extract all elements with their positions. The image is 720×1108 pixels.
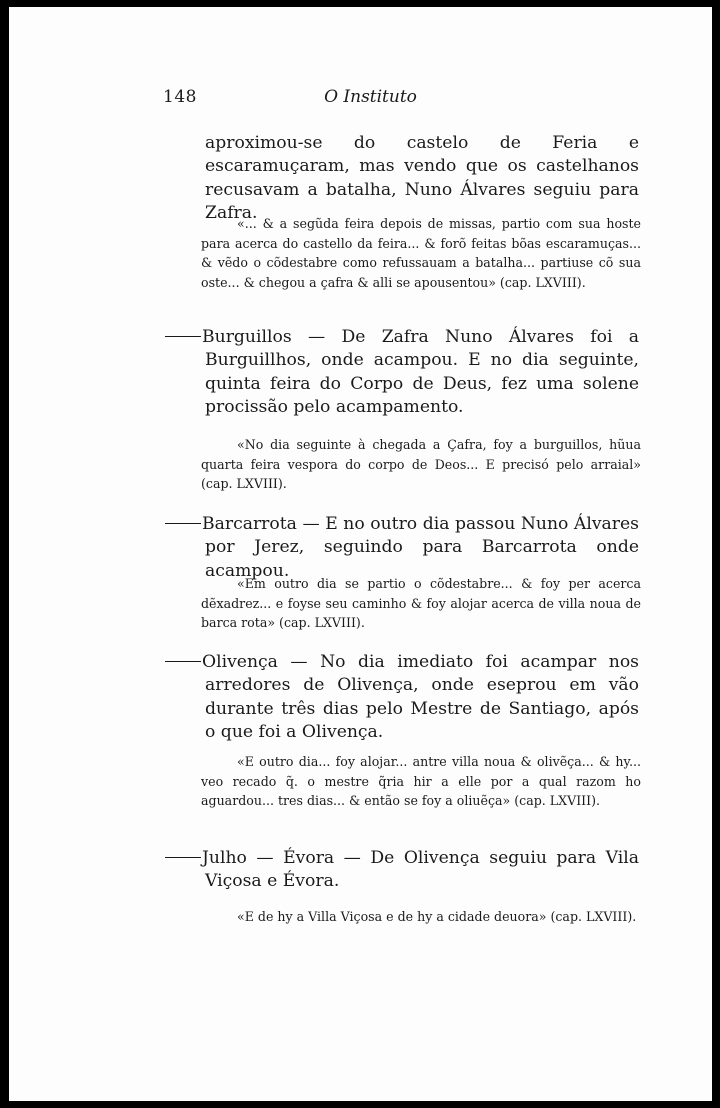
- entry-text: De Olivença seguiu para Vila Viçosa e Évora.: [205, 848, 639, 892]
- quote-text: «E de hy a Villa Viçosa e de hy a cidade deuora» (cap. LXVIII).: [237, 909, 637, 924]
- book-page: [9, 7, 712, 1101]
- quote-text: «... & a segũda feira depois de missas, partio com sua hoste para acerca do castello da feira... & forõ feitas bõas escaramuças... & vẽdo o cõdestabre como refussauam a batalha... partiuse cõ sua oste... & chegou a çafra & alli se apousentou» (cap. LXVIII).: [201, 216, 641, 290]
- entry-place: Barcarrota: [202, 514, 297, 534]
- entry-olivenca: Olivença — No dia imediato foi acampar nos arredores de Olivença, onde eseprou em vão durante três dias pelo Mestre de Santiago, após o que foi a Olivença.: [205, 651, 639, 745]
- em-dash-rule: [165, 336, 201, 337]
- page-header: [9, 87, 712, 111]
- quote-barcarrota: [201, 574, 641, 633]
- entry-text: De Zafra Nuno Álvares foi a Burguillhos, onde acampou. E no dia seguinte, quinta feira do Corpo de Deus, fez uma solene procissão pelo acampamento.: [205, 327, 639, 418]
- entry-text: E no outro dia passou Nuno Álvares por Jerez, seguindo para Barcarrota onde acampou.: [205, 514, 639, 581]
- entry-text: No dia imediato foi acampar nos arredores de Olivença, onde eseprou em vão durante três dias pelo Mestre de Santiago, após o que foi a Olivença.: [205, 652, 639, 743]
- entry-barcarrota: Barcarrota — E no outro dia passou Nuno Álvares por Jerez, seguindo para Barcarrota onde acampou.: [205, 513, 639, 583]
- entry-place: Julho — Évora: [202, 848, 335, 868]
- running-title: O Instituto: [324, 87, 417, 107]
- entry-evora: Julho — Évora — De Olivença seguiu para Vila Viçosa e Évora.: [205, 847, 639, 894]
- em-dash-rule: [165, 857, 201, 858]
- paragraph-intro: aproximou-se do castelo de Feria e escaramuçaram, mas vendo que os castelhanos recusavam a batalha, Nuno Álvares seguiu para Zafra.: [205, 133, 639, 224]
- quote-text: «E outro dia... foy alojar... antre villa noua & olivẽça... & hy... veo recado q̃. o mestre q̃ria hir a elle por a qual razom ho aguardou... tres dias... & então se foy a oliuẽça» (cap. LXVIII).: [201, 754, 641, 809]
- em-dash-rule: [165, 661, 201, 662]
- quote-feria: [201, 214, 641, 292]
- quote-text: «No dia seguinte à chegada a Çafra, foy a burguillos, hũua quarta feira vespora do corpo de Deos... E precisó pelo arraial» (cap. LXVIII).: [201, 437, 641, 492]
- quote-burguillos: [201, 435, 641, 494]
- em-dash-rule: [165, 523, 201, 524]
- quote-text: «Em outro dia se partio o cõdestabre... & foy per acerca dẽxadrez... e foyse seu caminho & foy alojar acerca de villa noua de barca rota» (cap. LXVIII).: [201, 576, 641, 631]
- entry-place: Burguillos: [202, 327, 292, 347]
- quote-evora: [201, 907, 641, 927]
- quote-olivenca: [201, 752, 641, 811]
- entry-place: Olivença: [202, 652, 278, 672]
- page-number: 148: [163, 87, 197, 107]
- entry-burguillos: Burguillos — De Zafra Nuno Álvares foi a Burguillhos, onde acampou. E no dia seguinte, quinta feira do Corpo de Deus, fez uma solene procissão pelo acampamento.: [205, 326, 639, 420]
